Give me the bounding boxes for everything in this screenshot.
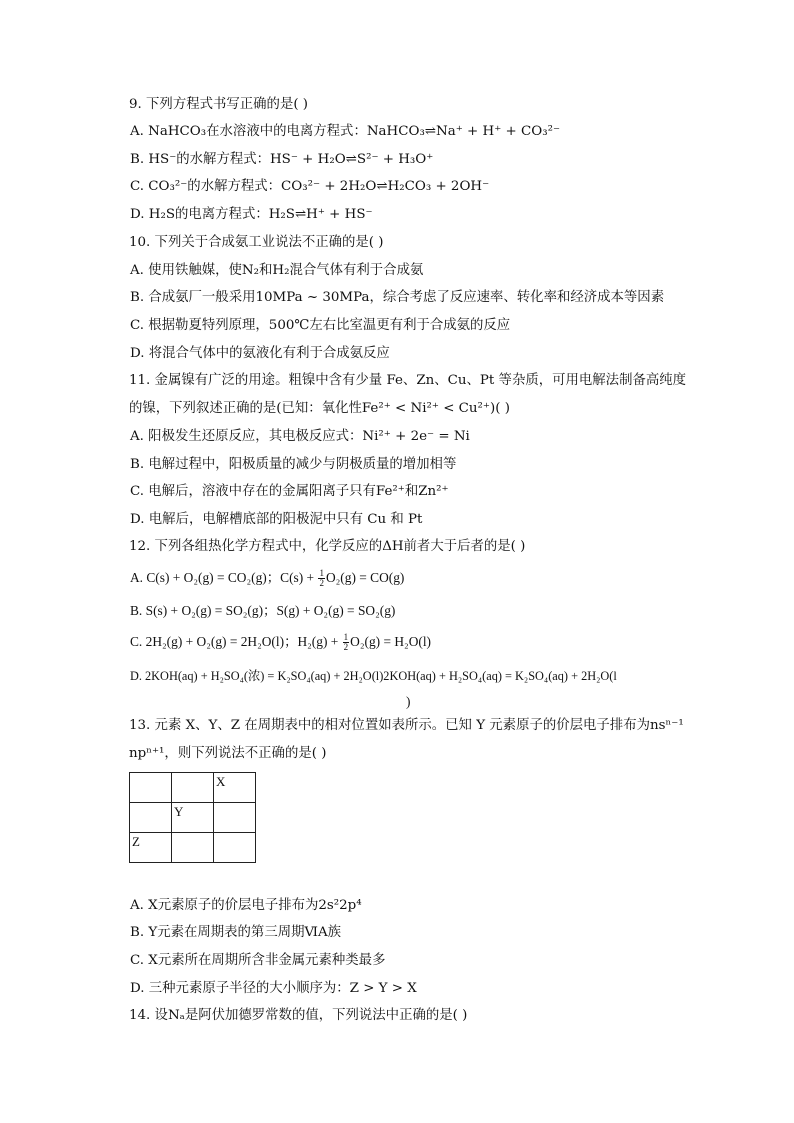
q10-option-b: B. 合成氨厂一般采用10MPa ~ 30MPa，综合考虑了反应速率、转化率和经济成本等因素 (130, 290, 665, 305)
fraction (318, 569, 325, 588)
q11-stem-line1: 11. 金属镍有广泛的用途。粗镍中含有少量 Fe、Zn、Cu、Pt 等杂质，可用电解法制备高纯度 (129, 373, 687, 388)
table-cell (172, 773, 214, 803)
q13-stem-line2: npⁿ⁺¹，则下列说法不正确的是( ) (129, 746, 327, 761)
q10-option-a: A. 使用铁触媒，使N₂和H₂混合气体有利于合成氨 (130, 263, 424, 278)
table-cell (214, 833, 256, 863)
table-cell (130, 803, 172, 833)
fraction-denominator: 2 (343, 642, 349, 653)
q9-option-d: D. H₂S的电离方程式：H₂S⇌H⁺ + HS⁻ (130, 207, 373, 222)
q12-option-a-text1: A. C(s) + O₂(g) = CO₂(g)；C(s) + (130, 570, 318, 585)
q10-option-c: C. 根据勒夏特列原理，500℃左右比室温更有利于合成氨的反应 (130, 318, 511, 333)
q13-option-b: B. Y元素在周期表的第三周期ⅥA族 (130, 925, 342, 940)
q11-stem-line2: 的镍，下列叙述正确的是(已知：氧化性Fe²⁺ < Ni²⁺ < Cu²⁺)( ) (129, 401, 510, 416)
q12-option-d: D. 2KOH(aq) + H₂SO₄(浓) = K₂SO₄(aq) + 2H₂O(l)2KOH(aq) + H₂SO₄(aq) = K₂SO₄(aq) + 2H₂O(l (130, 669, 617, 683)
q11-option-c: C. 电解后，溶液中存在的金属阳离子只有Fe²⁺和Zn²⁺ (130, 484, 449, 499)
table-cell: X (214, 773, 256, 803)
fraction (343, 633, 350, 652)
q13-option-c: C. X元素所在周期所含非金属元素种类最多 (130, 953, 386, 968)
q12-option-d-continued: ) (406, 694, 411, 709)
q9-option-b: B. HS⁻的水解方程式：HS⁻ + H₂O⇌S²⁻ + H₃O⁺ (130, 152, 434, 167)
q13-option-d: D. 三种元素原子半径的大小顺序为：Z > Y > X (130, 981, 417, 996)
q12-option-a (130, 569, 404, 588)
q10-option-d: D. 将混合气体中的氨液化有利于合成氨反应 (130, 346, 390, 361)
q11-option-b: B. 电解过程中，阳极质量的减少与阴极质量的增加相等 (130, 457, 457, 472)
q12-option-b: B. S(s) + O₂(g) = SO₂(g)；S(g) + O₂(g) = SO₂(g) (130, 603, 396, 618)
table-row (130, 833, 256, 863)
q9-option-a: A. NaHCO₃在水溶液中的电离方程式：NaHCO₃⇌Na⁺ + H⁺ + CO₃²⁻ (130, 124, 561, 139)
q12-option-c-text1: C. 2H₂(g) + O₂(g) = 2H₂O(l)；H₂(g) + (130, 634, 342, 649)
fraction-denominator: 2 (319, 578, 324, 589)
q10-stem: 10. 下列关于合成氨工业说法不正确的是( ) (129, 235, 384, 250)
fraction-numerator: 1 (343, 632, 349, 643)
table-cell (172, 833, 214, 863)
q11-option-d: D. 电解后，电解槽底部的阳极泥中只有 Cu 和 Pt (130, 512, 423, 527)
q14-stem: 14. 设Nₐ是阿伏加德罗常数的值，下列说法中正确的是( ) (129, 1008, 468, 1023)
q12-option-c (130, 633, 431, 652)
table-cell (214, 803, 256, 833)
element-position-table (129, 772, 256, 863)
fraction-numerator: 1 (319, 568, 324, 579)
table-cell: Z (130, 833, 172, 863)
q12-stem: 12. 下列各组热化学方程式中，化学反应的ΔH前者大于后者的是( ) (129, 539, 526, 554)
q9-stem: 9. 下列方程式书写正确的是( ) (129, 97, 309, 112)
q12-option-c-text2: O₂(g) = H₂O(l) (350, 634, 432, 649)
table-row (130, 803, 256, 833)
table-cell: Y (172, 803, 214, 833)
q12-option-a-text2: O₂(g) = CO(g) (325, 570, 405, 585)
q11-option-a: A. 阳极发生还原反应，其电极反应式：Ni²⁺ + 2e⁻ = Ni (130, 429, 470, 444)
table-cell (130, 773, 172, 803)
table-row (130, 773, 256, 803)
q9-option-c: C. CO₃²⁻的水解方程式：CO₃²⁻ + 2H₂O⇌H₂CO₃ + 2OH⁻ (130, 179, 490, 194)
q13-option-a: A. X元素原子的价层电子排布为2s²2p⁴ (130, 898, 362, 913)
q13-stem-line1: 13. 元素 X、Y、Z 在周期表中的相对位置如表所示。已知 Y 元素原子的价层电子排布为nsⁿ⁻¹ (129, 718, 684, 733)
